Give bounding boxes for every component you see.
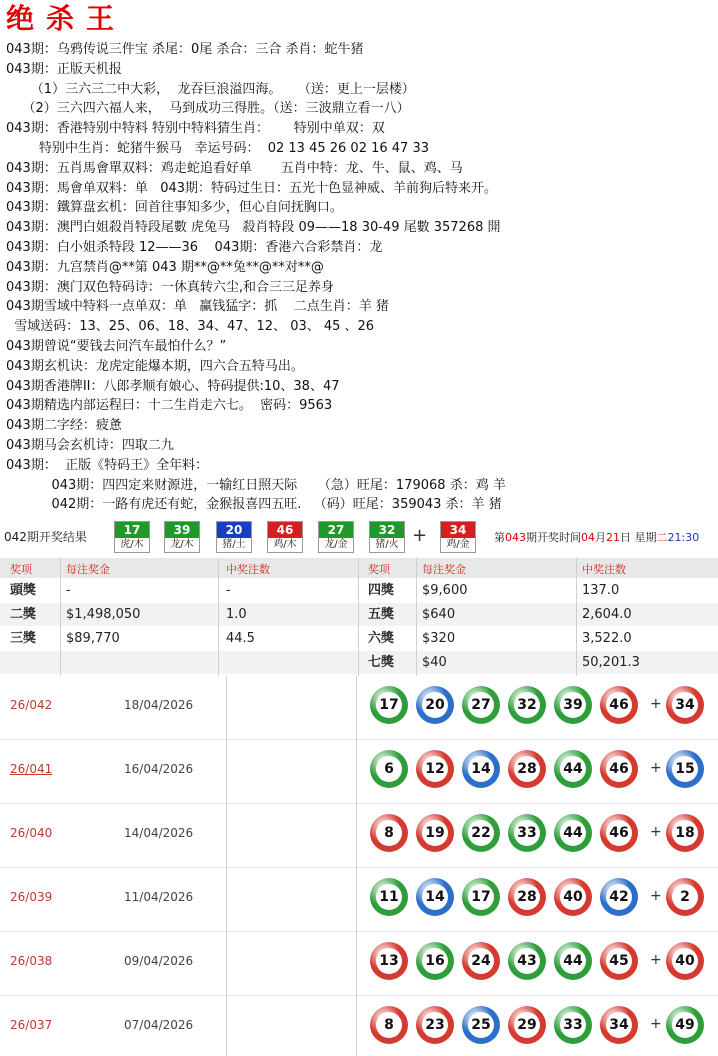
forecast-line: 043期：鐵算盘玄机：回首往事知多少，但心自问抚胸口。 (6, 200, 343, 216)
history-divider (356, 996, 357, 1056)
result-ball-number: 20 (217, 522, 251, 538)
lottery-ball (416, 942, 454, 980)
header-prize: 奖项 (10, 563, 32, 576)
history-divider (356, 676, 357, 739)
history-row[interactable] (0, 932, 718, 996)
lottery-ball-number: 14 (422, 884, 448, 910)
prize-count: 137.0 (582, 583, 620, 598)
header-amount-right: 每注奖金 (422, 563, 466, 576)
lottery-ball-number: 44 (560, 756, 586, 782)
result-ball-zodiac: 猪/火 (370, 538, 404, 552)
history-divider (356, 740, 357, 803)
forecast-line: 特别中生肖：蛇猪牛猴马 幸运号码： 02 13 45 26 02 16 47 33 (6, 140, 429, 156)
forecast-line: 043期：澳門白姐殺肖特段尾數 虎兔马 殺肖特段 09——18 30-49 尾數 357268 開 (6, 220, 501, 236)
lottery-ball-number: 6 (376, 756, 402, 782)
history-period-link[interactable]: 26/040 (10, 826, 53, 840)
table-divider (576, 558, 577, 676)
prize-count: 2,604.0 (582, 607, 632, 622)
special-lottery-ball (666, 686, 704, 724)
lottery-ball (554, 686, 592, 724)
prize-amount: $640 (422, 607, 456, 622)
lottery-ball-number: 20 (422, 692, 448, 718)
result-ball-number: 27 (319, 522, 353, 538)
prize-count: 50,201.3 (582, 655, 640, 670)
prize-name: 二獎 (10, 607, 37, 622)
forecast-line: 043期雪域中特料一点单双：单 赢钱猛字：抓 二点生肖：羊 猪 (6, 299, 389, 315)
lottery-ball (416, 814, 454, 852)
next-draw-month: 04 (581, 531, 595, 544)
table-divider (60, 558, 61, 676)
lottery-ball-number: 40 (560, 884, 586, 910)
lottery-ball (508, 1006, 546, 1044)
lottery-ball-number: 29 (514, 1012, 540, 1038)
header-count-right: 中奖注数 (582, 563, 626, 576)
forecast-line: 043期：香港特别中特料 特别中特料猜生肖： 特别中单双：双 (6, 121, 385, 137)
history-date: 14/04/2026 (124, 826, 194, 840)
lottery-ball-number: 17 (468, 884, 494, 910)
prize-name: 頭獎 (10, 583, 37, 598)
forecast-line: 043期：五肖馬會單双料：鸡走蛇追看好单 五肖中特：龙、牛、鼠、鸡、马 (6, 160, 463, 176)
lottery-ball-number: 44 (560, 948, 586, 974)
prize-row (0, 651, 718, 674)
lottery-ball (370, 750, 408, 788)
special-ball-number: 2 (672, 884, 698, 910)
history-row[interactable] (0, 996, 718, 1056)
result-ball (369, 521, 405, 553)
lottery-ball-number: 14 (468, 756, 494, 782)
forecast-line: 043期：澳门双色特码诗：一休真转六尘,和合三三足养身 (6, 279, 334, 295)
lottery-ball (462, 1006, 500, 1044)
lottery-ball-number: 45 (606, 948, 632, 974)
prize-name: 三獎 (10, 631, 37, 646)
history-period-link[interactable]: 26/041 (10, 762, 53, 776)
plus-sign: + (650, 696, 662, 712)
special-lottery-ball (666, 1006, 704, 1044)
plus-sign: + (650, 824, 662, 840)
lottery-ball-number: 28 (514, 884, 540, 910)
prize-amount: $40 (422, 655, 447, 670)
history-date: 11/04/2026 (124, 890, 194, 904)
lottery-ball-number: 11 (376, 884, 402, 910)
lottery-ball-number: 46 (606, 756, 632, 782)
special-ball-number: 15 (672, 756, 698, 782)
lottery-ball (416, 686, 454, 724)
lottery-ball (554, 1006, 592, 1044)
lottery-ball (370, 686, 408, 724)
history-row[interactable] (0, 868, 718, 932)
draw-result-label: 042期开奖结果 (4, 530, 87, 544)
lottery-ball (600, 878, 638, 916)
prize-name: 六獎 (368, 631, 395, 646)
lottery-ball-number: 34 (606, 1012, 632, 1038)
result-ball-zodiac: 虎/木 (115, 538, 149, 552)
lottery-ball (462, 686, 500, 724)
result-ball-number: 46 (268, 522, 302, 538)
history-date: 16/04/2026 (124, 762, 194, 776)
lottery-ball (554, 942, 592, 980)
result-ball-zodiac: 鸡/木 (268, 538, 302, 552)
lottery-ball (600, 686, 638, 724)
special-ball-number: 40 (672, 948, 698, 974)
prize-amount: $9,600 (422, 583, 468, 598)
special-ball-number: 34 (672, 692, 698, 718)
page-title: 绝杀王 (6, 2, 127, 35)
forecast-line: 043期玄机诀：龙虎定能爆本期，四六合五特马出。 (6, 358, 304, 374)
history-divider (226, 868, 227, 931)
lottery-ball-number: 46 (606, 820, 632, 846)
result-ball (164, 521, 200, 553)
lottery-ball-number: 42 (606, 884, 632, 910)
history-row[interactable] (0, 676, 718, 740)
lottery-ball-number: 23 (422, 1012, 448, 1038)
prize-amount: $89,770 (66, 631, 120, 646)
history-period-link[interactable]: 26/037 (10, 1018, 53, 1032)
lottery-ball-number: 12 (422, 756, 448, 782)
forecast-line: 043期二字经：疲惫 (6, 418, 122, 434)
special-ball-zodiac: 鸡/金 (441, 538, 475, 552)
forecast-line: 043期： 正版《特码王》全年料： (6, 457, 209, 473)
forecast-line: 043期精选内部运程曰：十二生肖走六七。 密码：9563 (6, 398, 333, 414)
lottery-ball (600, 750, 638, 788)
lottery-ball-number: 33 (560, 1012, 586, 1038)
lottery-ball (508, 942, 546, 980)
history-divider (356, 868, 357, 931)
history-date: 07/04/2026 (124, 1018, 194, 1032)
special-lottery-ball (666, 750, 704, 788)
lottery-ball (554, 878, 592, 916)
result-ball-zodiac: 龙/金 (319, 538, 353, 552)
special-ball-number: 34 (441, 522, 475, 538)
lottery-ball (370, 942, 408, 980)
lottery-ball (600, 1006, 638, 1044)
lottery-ball-number: 39 (560, 692, 586, 718)
result-ball (318, 521, 354, 553)
header-prize-right: 奖项 (368, 563, 390, 576)
lottery-ball (508, 750, 546, 788)
lottery-ball (554, 814, 592, 852)
prize-table-header (0, 558, 718, 578)
prize-amount: $320 (422, 631, 456, 646)
result-ball-number: 17 (115, 522, 149, 538)
prize-name: 五獎 (368, 607, 395, 622)
history-row[interactable] (0, 740, 718, 804)
draw-history-list (0, 676, 718, 1056)
lottery-ball-number: 24 (468, 948, 494, 974)
prize-count: 1.0 (226, 607, 247, 622)
lottery-ball-number: 27 (468, 692, 494, 718)
history-date: 09/04/2026 (124, 954, 194, 968)
result-ball-number: 39 (165, 522, 199, 538)
lottery-ball (508, 878, 546, 916)
lottery-ball (600, 814, 638, 852)
next-draw-time: 21:30 (667, 531, 700, 544)
table-divider (358, 558, 359, 676)
next-draw-prefix: 第 (494, 531, 505, 544)
plus-sign: + (650, 888, 662, 904)
result-ball-zodiac: 龙/木 (165, 538, 199, 552)
lottery-ball (600, 942, 638, 980)
plus-sign: + (650, 1016, 662, 1032)
lottery-ball-number: 8 (376, 1012, 402, 1038)
forecast-line: 043期：四四定来财源进，一输红日照天际 （急）旺尾：179068 杀：鸡 羊 (6, 477, 506, 493)
forecast-line: 043期：馬會单双料：单 043期：特码过生日：五光十色显神威、羊前狗后特来开。 (6, 180, 498, 196)
lottery-ball-number: 19 (422, 820, 448, 846)
lottery-ball (508, 814, 546, 852)
result-ball-zodiac: 猪/土 (217, 538, 251, 552)
next-draw-info (494, 529, 699, 545)
result-ball (267, 521, 303, 553)
history-row[interactable] (0, 804, 718, 868)
forecast-line: （1）三六三二中大彩， 龙吞巨浪溢四海。 （送：更上一层楼） (6, 81, 415, 97)
prize-count: 44.5 (226, 631, 255, 646)
prize-row (0, 579, 718, 602)
forecast-line: 043期马会玄机诗：四取二九 (6, 437, 174, 453)
prize-row (0, 627, 718, 650)
lottery-ball (508, 686, 546, 724)
prize-count: 3,522.0 (582, 631, 632, 646)
history-divider (356, 932, 357, 995)
prize-row (0, 603, 718, 626)
lottery-ball-number: 46 (606, 692, 632, 718)
forecast-line: 043期：白小姐杀特段 12——36 043期：香港六合彩禁肖：龙 (6, 239, 383, 255)
lottery-ball (416, 750, 454, 788)
forecast-line: 043期：九宫禁肖@**第 043 期**@**兔**@**对**@ (6, 259, 324, 275)
lottery-ball-number: 43 (514, 948, 540, 974)
lottery-ball-number: 33 (514, 820, 540, 846)
lottery-ball (462, 942, 500, 980)
lottery-ball-number: 22 (468, 820, 494, 846)
forecast-line: 043期香港牌II：八郎孝顺有娘心、特码提供:10、38、47 (6, 378, 340, 394)
forecast-text-block (6, 40, 712, 515)
lottery-ball (462, 750, 500, 788)
prize-table (0, 558, 718, 676)
lottery-ball (370, 1006, 408, 1044)
lottery-ball-number: 17 (376, 692, 402, 718)
table-divider (416, 558, 417, 676)
lottery-ball-number: 13 (376, 948, 402, 974)
lottery-ball (416, 1006, 454, 1044)
prize-name: 四獎 (368, 583, 395, 598)
lottery-ball-number: 44 (560, 820, 586, 846)
lottery-ball (462, 878, 500, 916)
forecast-line: （2）三六四六福人来， 马到成功三得胜。（送：三波鼎立看一八） (6, 101, 410, 117)
next-draw-month-suffix: 月 (595, 531, 606, 544)
lottery-ball (462, 814, 500, 852)
forecast-line: 042期：一路有虎还有蛇，金猴报喜四五旺. （码）旺尾：359043 杀：羊 猪 (6, 497, 502, 513)
plus-sign: + (650, 760, 662, 776)
lottery-ball (416, 878, 454, 916)
next-draw-day-suffix: 日 星期 (620, 531, 657, 544)
lottery-ball-number: 28 (514, 756, 540, 782)
special-lottery-ball (666, 878, 704, 916)
special-ball-number: 49 (672, 1012, 698, 1038)
forecast-line: 043期：乌鸦传说三件宝 杀尾：0尾 杀合：三合 杀肖：蛇牛猪 (6, 42, 364, 57)
forecast-line: 043期：正版天机报 (6, 61, 122, 77)
plus-sign: + (650, 952, 662, 968)
special-lottery-ball (666, 942, 704, 980)
history-divider (226, 804, 227, 867)
history-period-link[interactable]: 26/039 (10, 890, 53, 904)
special-lottery-ball (666, 814, 704, 852)
lottery-ball-number: 32 (514, 692, 540, 718)
header-count: 中奖注数 (226, 563, 270, 576)
next-draw-weekday: 二 (656, 531, 668, 544)
history-divider (226, 740, 227, 803)
prize-amount: - (66, 583, 71, 598)
lottery-ball-number: 8 (376, 820, 402, 846)
result-ball (114, 521, 150, 553)
draw-result-strip (0, 519, 718, 555)
history-divider (356, 804, 357, 867)
plus-sign: + (412, 525, 428, 546)
history-divider (226, 932, 227, 995)
lottery-ball (370, 878, 408, 916)
history-period-link[interactable]: 26/042 (10, 698, 53, 712)
special-ball-number: 18 (672, 820, 698, 846)
next-draw-mid: 期开奖时间 (526, 531, 581, 544)
lottery-ball (370, 814, 408, 852)
history-date: 18/04/2026 (124, 698, 194, 712)
history-divider (226, 996, 227, 1056)
table-divider (218, 558, 219, 676)
lottery-ball-number: 16 (422, 948, 448, 974)
history-divider (226, 676, 227, 739)
next-draw-period: 043 (505, 531, 526, 544)
prize-name: 七獎 (368, 655, 395, 670)
result-ball (216, 521, 252, 553)
forecast-line: 043期曾说“要钱去问汽车最怕什么？” (6, 338, 227, 354)
lottery-ball-number: 25 (468, 1012, 494, 1038)
forecast-line: 雪域送码：13、25、06、18、34、47、12、 03、 45 、26 (6, 319, 375, 335)
header-amount: 每注奖金 (66, 563, 110, 576)
result-ball-number: 32 (370, 522, 404, 538)
prize-amount: $1,498,050 (66, 607, 141, 622)
lottery-ball (554, 750, 592, 788)
history-period-link[interactable]: 26/038 (10, 954, 53, 968)
next-draw-day: 21 (606, 531, 620, 544)
prize-count: - (226, 583, 231, 598)
special-result-ball (440, 521, 476, 553)
